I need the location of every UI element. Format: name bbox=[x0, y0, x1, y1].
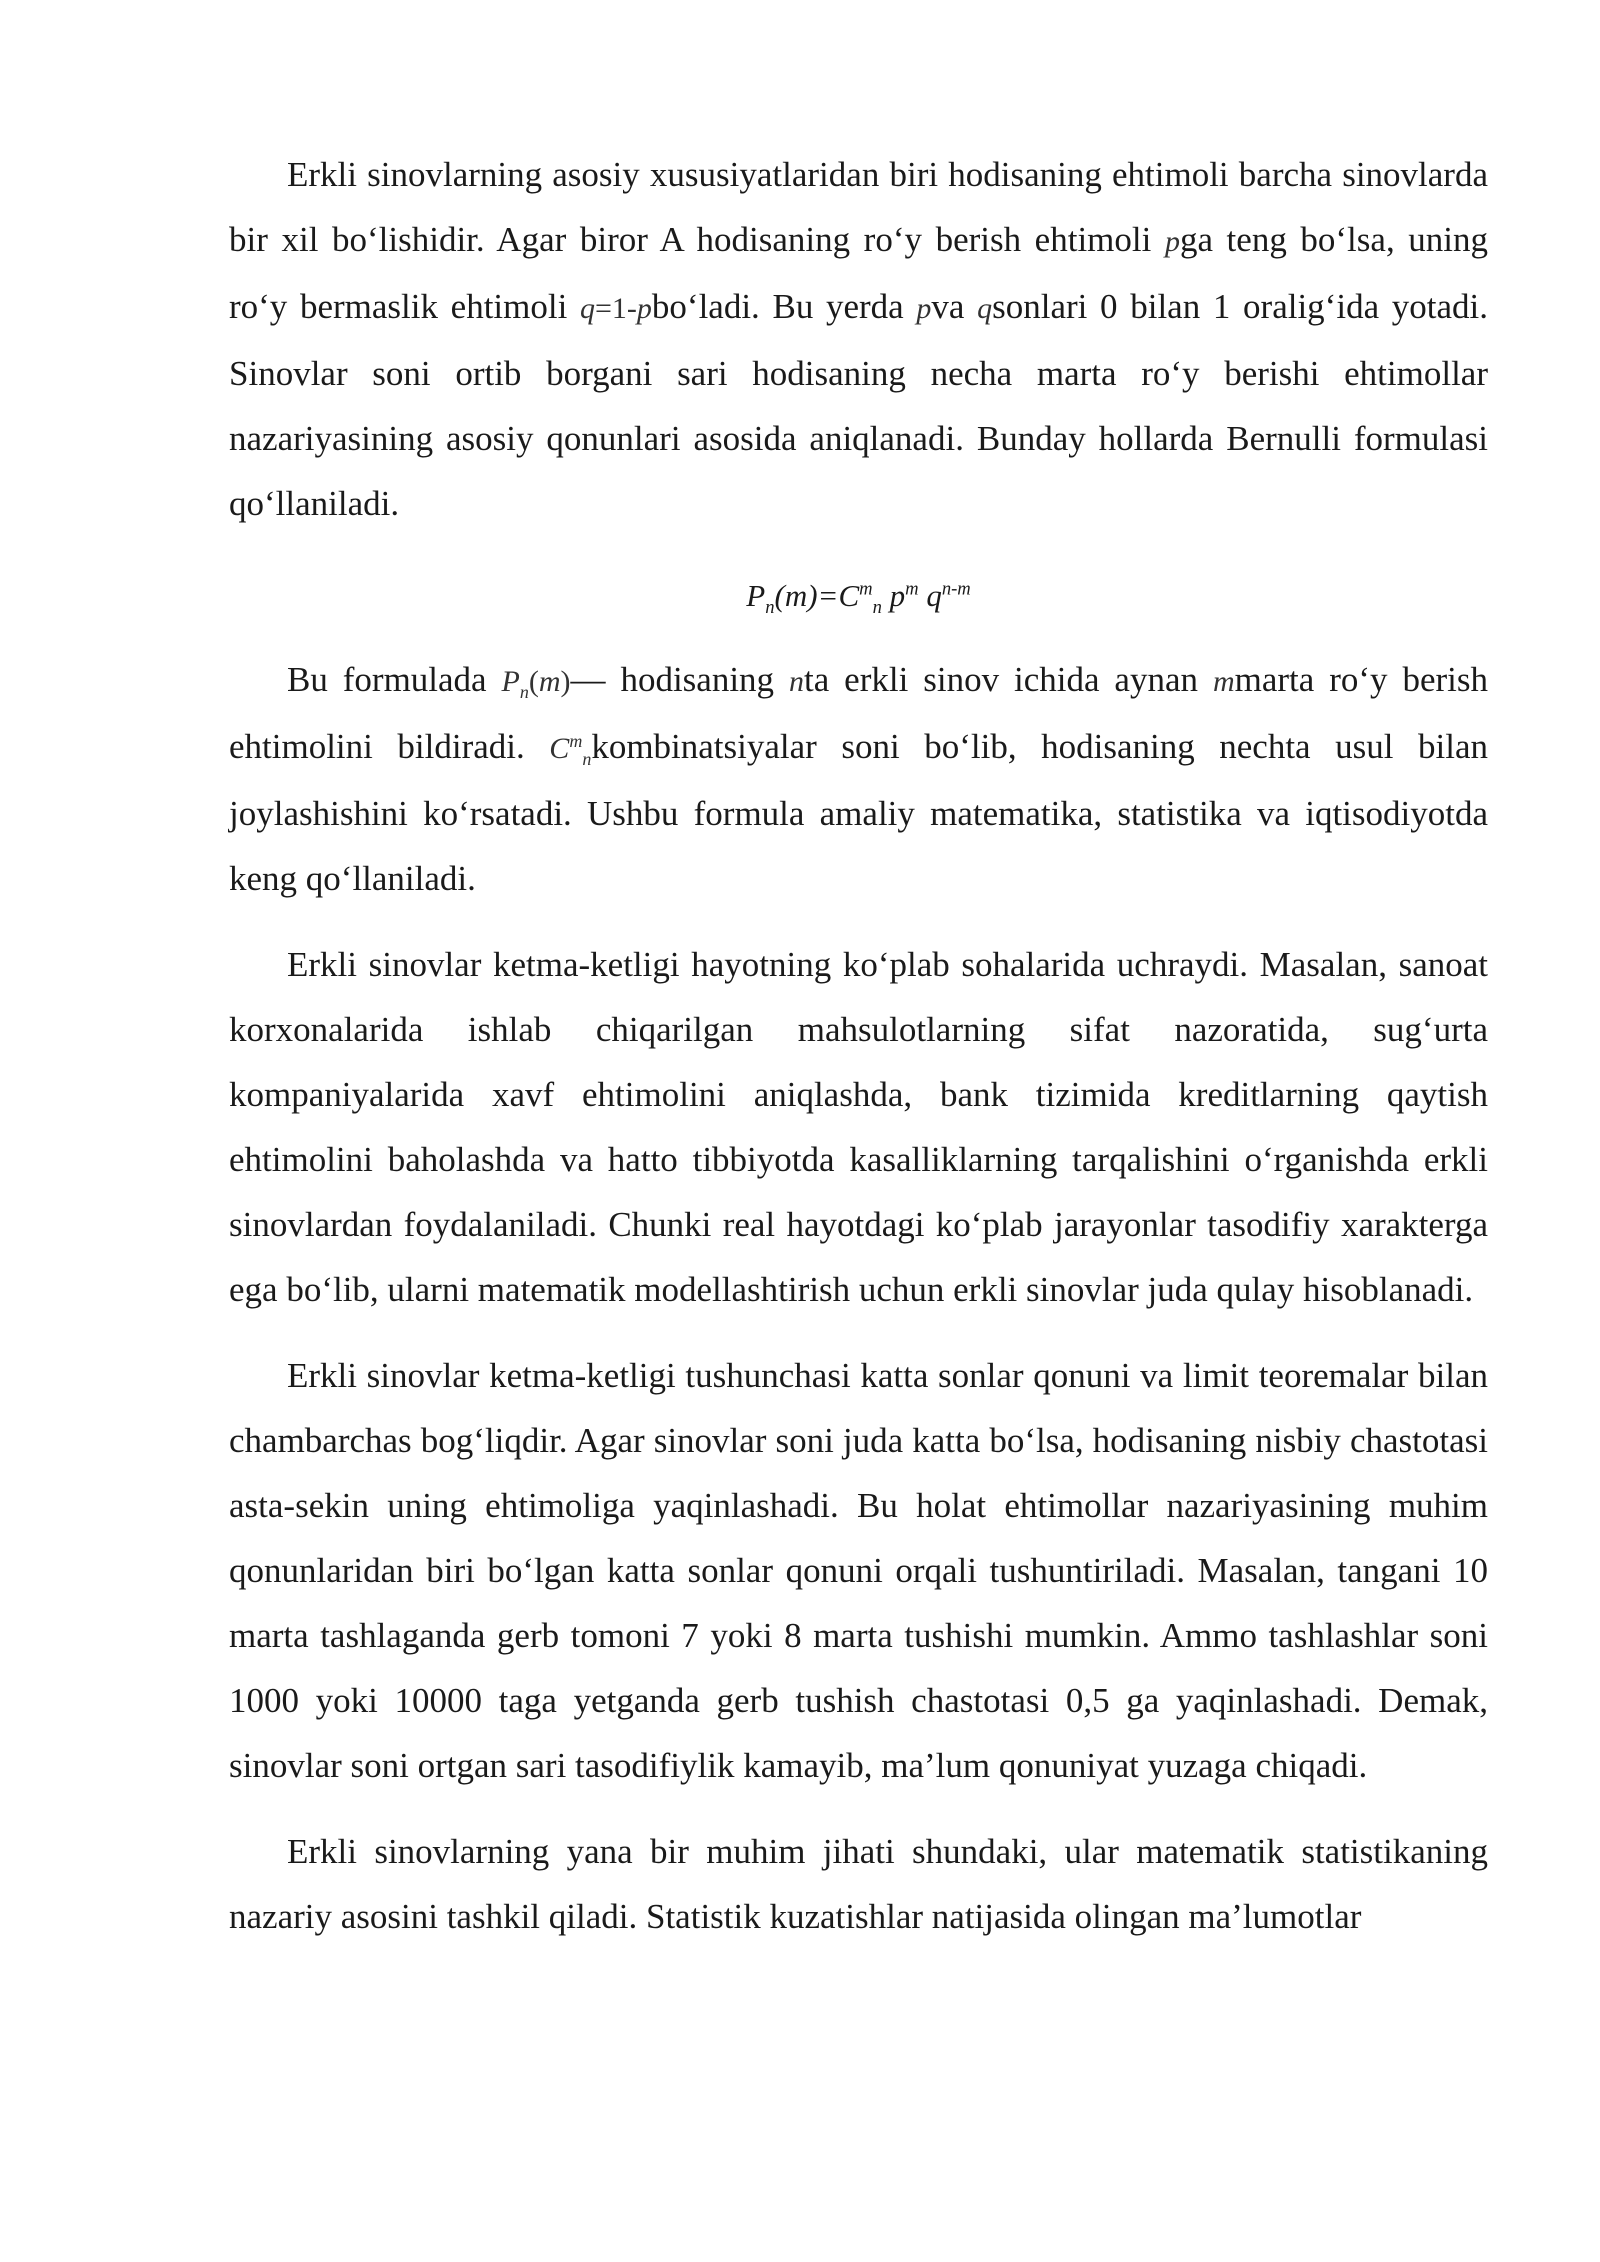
paragraph-2 bbox=[229, 647, 1488, 911]
formula-P: P bbox=[746, 578, 766, 613]
math-q-rhs: p bbox=[636, 292, 652, 325]
paragraph-1-text-b: ga teng bo‘lsa, uning ro‘y bermaslik ehtimoli bbox=[229, 220, 1488, 326]
formula-paren-close: ) bbox=[807, 578, 818, 613]
math-p: p bbox=[1164, 225, 1180, 258]
paragraph-1 bbox=[229, 142, 1488, 536]
formula-paren-open: ( bbox=[774, 578, 785, 613]
formula-P-sub-n: n bbox=[765, 597, 775, 619]
formula-q-sup-n-minus-m: n-m bbox=[941, 578, 971, 600]
formula-C-sub-n: n bbox=[872, 597, 882, 619]
math-p-2: p bbox=[916, 292, 932, 325]
paragraph-2-text-d: marta ro‘y berish ehtimolini bildiradi. bbox=[229, 660, 1488, 766]
math-n: n bbox=[788, 665, 804, 698]
formula-C: C bbox=[838, 578, 860, 613]
paragraph-4: Erkli sinovlar ketma-ketligi tushunchasi katta sonlar qonuni va limit teoremalar bilan chambarchas bog‘liqdir. Agar sinovlar soni juda katta bo‘lsa, hodisaning nisbiy chastotasi asta-sekin uning ehtimoliga yaqinlashadi. Bu holat ehtimollar nazariyasining muhim qonunlaridan biri bo‘lgan katta sonlar qonuni orqali tushuntiriladi. Masalan, tangani 10 marta tashlaganda gerb tomoni 7 yoki 8 marta tushishi mumkin. Ammo tashlashlar soni 1000 yoki 10000 taga yetganda gerb tushish chastotasi 0,5 ga yaqinlashadi. Demak, sinovlar soni ortgan sari tasodifiylik kamayib, ma’lum qonuniyat yuzaga chiqadi. bbox=[229, 1356, 1488, 1785]
document-body bbox=[229, 142, 1488, 1970]
math-C: C bbox=[549, 732, 570, 765]
math-paren-open: ( bbox=[528, 665, 539, 698]
paragraph-1-text-a: Erkli sinovlarning asosiy xususiyatlaridan biri hodisaning ehtimoli barcha sinovlarda bir xil bo‘lishidir. Agar biror A hodisaning ro‘y berish ehtimoli bbox=[229, 155, 1488, 259]
math-C-sup-m: m bbox=[569, 731, 583, 751]
paragraph-1-text-e: sonlari 0 bilan 1 oralig‘ida yotadi. Sinovlar soni ortib borgani sari hodisaning necha marta ro‘y berishi ehtimollar nazariyasining asosiy qonunlari asosida aniqlanadi. Bunday hollarda Bernulli formulasi qo‘llaniladi. bbox=[229, 287, 1489, 523]
formula-C-sup-m: m bbox=[859, 578, 873, 600]
formula-p: p bbox=[889, 578, 906, 613]
paragraph-2-text-a: Bu formulada bbox=[287, 660, 502, 699]
paragraph-1-text-d: va bbox=[931, 287, 978, 326]
formula-q: q bbox=[926, 578, 942, 613]
paragraph-1-text-c: bo‘ladi. Bu yerda bbox=[651, 287, 917, 326]
math-paren-close: ) bbox=[560, 665, 571, 698]
math-q-lhs: q bbox=[580, 292, 595, 325]
math-C-sub-n: n bbox=[582, 749, 592, 769]
math-q-2: q bbox=[977, 292, 993, 325]
math-P: P bbox=[501, 665, 520, 698]
math-m-2: m bbox=[1212, 665, 1235, 698]
math-q-mid: =1- bbox=[595, 292, 637, 325]
math-Pn-m bbox=[501, 665, 571, 702]
bernoulli-formula bbox=[229, 551, 1488, 641]
paragraph-2-text-c: ta erkli sinov ichida aynan bbox=[803, 660, 1213, 699]
formula-p-sup-m: m bbox=[905, 578, 919, 600]
math-Cnm bbox=[549, 731, 592, 769]
math-P-sub-n: n bbox=[519, 682, 529, 702]
math-q-equation bbox=[580, 292, 652, 325]
paragraph-2-text-b: — hodisaning bbox=[570, 660, 789, 699]
formula-equals: = bbox=[817, 578, 839, 613]
paragraph-3: Erkli sinovlar ketma-ketligi hayotning ko‘plab sohalarida uchraydi. Masalan, sanoat korxonalarida ishlab chiqarilgan mahsulotlarning sifat nazoratida, sug‘urta kompaniyalarida xavf ehtimolini aniqlashda, bank tizimida kreditlarning qaytish ehtimolini baholashda va hatto tibbiyotda kasalliklarning tarqalishini o‘rganishda erkli sinovlardan foydalaniladi. Chunki real hayotdagi ko‘plab jarayonlar tasodifiy xarakterga ega bo‘lib, ularni matematik modellashtirish uchun erkli sinovlar juda qulay hisoblanadi. bbox=[229, 945, 1488, 1309]
paragraph-2-text-e: kombinatsiyalar soni bo‘lib, hodisaning nechta usul bilan joylashishini ko‘rsatadi. Ushbu formula amaliy matematika, statistika va iqtisodiyotda keng qo‘llaniladi. bbox=[229, 727, 1488, 898]
paragraph-5: Erkli sinovlarning yana bir muhim jihati shundaki, ular matematik statistikaning nazariy asosini tashkil qiladi. Statistik kuzatishlar natijasida olingan ma’lumotlar bbox=[229, 1832, 1488, 1936]
math-m: m bbox=[538, 665, 561, 698]
formula-m: m bbox=[784, 578, 808, 613]
